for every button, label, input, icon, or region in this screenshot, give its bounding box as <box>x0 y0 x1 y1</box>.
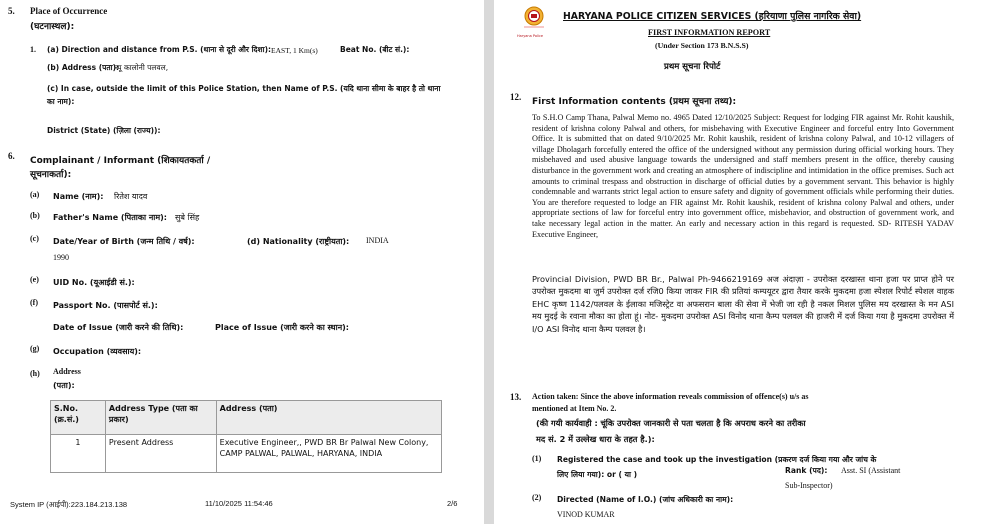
uid-label: UID No. (यूआईडी सं.): <box>53 278 135 287</box>
item-h-marker: (h) <box>30 369 40 378</box>
district-label: District (State) (ज़िला (राज्य)): <box>47 126 161 135</box>
section-5-title-hindi: (घटनास्थल): <box>30 22 75 32</box>
section-12-title: First Information contents (प्रथम सूचना तथ्य): <box>532 97 737 107</box>
direction-distance-label: (a) Direction and distance from P.S. (थाना से दूरी और दिशा): <box>47 45 272 54</box>
table-row <box>51 435 442 473</box>
date-of-issue-label: Date of Issue (जारी करने की तिथि): <box>53 323 184 332</box>
rank-label: Rank (पद): <box>785 466 828 475</box>
report-title: FIRST INFORMATION REPORT <box>648 28 771 37</box>
report-title-hindi: प्रथम सूचना रिपोर्ट <box>664 62 721 72</box>
header-address-type: Address Type (पता का प्रकार) <box>105 401 216 435</box>
item-e-marker: (e) <box>30 275 39 284</box>
item-a-marker: (a) <box>30 190 40 199</box>
section-13-title-cont: mentioned at Item No. 2. <box>532 404 617 413</box>
item-f-marker: (f) <box>30 298 38 307</box>
place-of-issue-label: Place of Issue (जारी करने का स्थान): <box>215 323 349 332</box>
rank-value-cont: Sub-Inspector) <box>785 481 833 490</box>
registered-case-label-cont: लिए लिया गया): or ( या ) <box>557 470 638 479</box>
section-6-title-cont: सूचनाकर्ता): <box>30 170 72 180</box>
beat-no-label: Beat No. (बीट सं.): <box>340 45 410 54</box>
father-name-value: सुबे सिंह <box>175 213 200 222</box>
address-heading: Address <box>53 367 81 376</box>
item-b-marker: (b) <box>30 211 40 220</box>
report-section: (Under Section 173 B.N.S.S) <box>655 41 749 50</box>
section-6-title: Complainant / Informant (शिकायतकर्ता / <box>30 156 211 166</box>
registered-case-label: Registered the case and took up the investigation (प्रकरण दर्ज किया गया और जांच के <box>557 455 877 464</box>
dob-label: Date/Year of Birth (जन्म तिथि / वर्ष): <box>53 237 195 246</box>
logo-caption: Haryana Police <box>517 34 544 38</box>
fir-page-left <box>0 0 484 524</box>
page-number: 2/6 <box>447 499 458 508</box>
father-name-label: Father's Name (पिताका नाम): <box>53 213 167 222</box>
occupation-label: Occupation (व्यवसाय): <box>53 347 142 356</box>
cell-sno: 1 <box>51 435 106 473</box>
portal-title: HARYANA POLICE CITIZEN SERVICES (हरियाणा पुलिस नागरिक सेवा) <box>563 11 862 22</box>
first-information-text: To S.H.O Camp Thana, Palwal Memo no. 4965 Dated 12/10/2025 Subject: Request for lodging FIR against Mr. Rohit kaushik, resident of krishna colony Palwal and others, for misbehaving with Executive Engineer and forceful entry Into Government Office. It is submitted that on dated 9/10/2025 Mr. Rohit kaushik, resident of krishna colony Palwal, and 10-12 villagers of village Dholagarh forcefully entered the office of the undersigned without any permission during official working hours. They misbehaved and used abusive language towards the undersigned and staff members present in the office, thereby causing disturbance in the government work and creating an atmosphere of indiscipline and intimidation in the office premises. Such act amounts to criminal trespass and obstruction in discharge of official duties by a government servant. This behavior is highly condemnable and warrants strict legal action to ensure safety and dignity of government officials while performing their duties. You are therefore requested to lodge an FIR against Mr. Rohit kaushik, resident of krishna colony Palwal and others, under appropriate sections of law for forceful entry into government office, misbehavior, and obstruction of government work, and take necessary legal action in the matter. An early and necessary action in this regard is requested. SD- RITESH YADAV Executive Engineer, <box>532 113 954 239</box>
section-13-hindi-cont: मद सं. 2 में उल्लेख धारा के तहत है.): <box>536 434 655 444</box>
address-label: (b) Address (पता): <box>47 63 120 72</box>
action-1-marker: (1) <box>532 454 542 463</box>
address-table <box>50 400 442 473</box>
rank-value: Asst. SI (Assistant <box>841 466 901 475</box>
first-information-text-hindi: Provincial Division, PWD BR Br., Palwal Ph-9466219169 अज अंदाज़ा - उपरोक्त दरखास्त थाना हजा पर प्राप्त होने पर उपरोक्त मुकदमा बा जुर्म उपरोक्त दर्ज रजि0 किया जाकर FIR की प्रतियां कम्पयूटर द्वारा तैयार करके मुकदमा हजा स्पेशल रिपोर्ट स्पेशल वाहक EHC कृष्ण 1142/पलवल के ईलाका मजिस्ट्रेट वा अफसरान बाला की सेवा में भेजी जा रही है नकल मिशल पुलिस मय दरखास्त के मन ASI मय मुदई के रवाना मौका का होता हूं। नोट- मुकदमा उपरोक्त ASI विनोद थाना कैम्प पलवल की हाजरी में दर्ज किया गया है मुकदमा उपरोक्त में I/O ASI विनोद थाना कैम्प पलवल है। <box>532 274 954 334</box>
item-1-number: 1. <box>30 45 36 54</box>
police-emblem-icon <box>520 5 548 33</box>
section-6-number: 6. <box>8 151 15 161</box>
address-heading-hindi: (पता): <box>53 381 75 390</box>
cell-address-type: Present Address <box>105 435 216 473</box>
nationality-label: (d) Nationality (राष्ट्रीयता): <box>247 237 350 246</box>
section-13-title: Action taken: Since the above information reveals commission of offence(s) u/s as <box>532 392 809 401</box>
page-gutter <box>484 0 494 524</box>
nationality-value: INDIA <box>366 236 389 245</box>
fir-page-right <box>494 0 987 524</box>
header-sno: S.No. (क्र.सं.) <box>51 401 106 435</box>
name-label: Name (नाम): <box>53 192 104 201</box>
name-value: रितेश यादव <box>114 192 148 201</box>
cell-address: Executive Engineer,, PWD BR Br Palwal New Colony, CAMP PALWAL, PALWAL, HARYANA, INDIA <box>216 435 441 473</box>
investigating-officer-name: VINOD KUMAR <box>557 510 615 519</box>
directed-io-label: Directed (Name of I.O.) (जांच अधिकारी का नाम): <box>557 495 734 504</box>
print-datetime: 11/10/2025 11:54:46 <box>205 499 273 508</box>
direction-distance-value: EAST, 1 Km(s) <box>271 46 318 55</box>
passport-label: Passport No. (पासपोर्ट सं.): <box>53 301 158 310</box>
outside-limit-label: (c) In case, outside the limit of this Police Station, then Name of P.S. (यदि थाना सीमा के बाहर है तो थाना <box>47 84 441 93</box>
section-13-hindi: (की गयी कार्यवाही : चूंकि उपरोक्त जानकारी से पता चलता है कि अपराध करने का तरीका <box>536 418 806 428</box>
haryana-police-logo <box>520 5 548 33</box>
header-address: Address (पता) <box>216 401 441 435</box>
outside-limit-label-cont: का नाम): <box>47 97 75 106</box>
section-13-number: 13. <box>510 392 522 402</box>
section-12-number: 12. <box>510 92 522 102</box>
action-2-marker: (2) <box>532 493 542 502</box>
section-5-title: Place of Occurrence <box>30 6 108 16</box>
dob-value: 1990 <box>53 253 69 262</box>
item-g-marker: (g) <box>30 344 40 353</box>
address-value: न्यू कालोनी पलवल, <box>115 63 169 72</box>
section-5-number: 5. <box>8 6 15 16</box>
system-ip: System IP (आईपी):223.184.213.138 <box>10 500 128 509</box>
address-table-header <box>51 401 442 435</box>
item-c-marker: (c) <box>30 234 39 243</box>
